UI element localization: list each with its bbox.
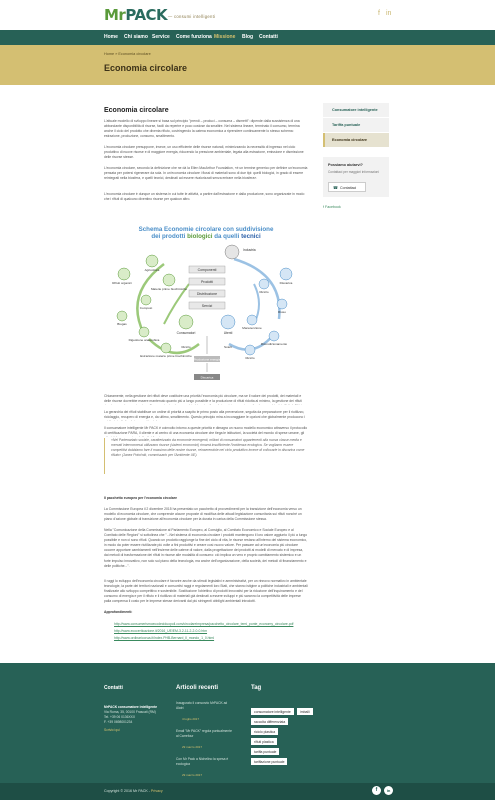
- article-subheading: Il pacchetto europeo per l'economia circolare: [104, 496, 177, 500]
- phone-icon: ☎: [333, 185, 338, 190]
- digestion-icon: [139, 327, 149, 337]
- reuse-icon: [277, 299, 287, 309]
- page-title-band: [0, 45, 495, 85]
- sidebar-item-economia[interactable]: Economia circolare: [323, 133, 389, 147]
- page-title: Economia circolare: [104, 63, 188, 73]
- article-paragraph: La Commissione Europea il 2 dicembre 2015 ha presentato un pacchetto di provvedimenti per la transizione dell'economia verso un modello di economia circolare, che comprende alcune proposte di modifica delle attuali legislazione comunitaria sui rifiuti nonché un piano d'azione globale di transizione all'economia circolare per la durata in carica della Commissione stessa.: [104, 507, 302, 522]
- label-prodotti: Prodotti: [200, 280, 214, 284]
- label-servizi: Servizi: [201, 304, 213, 308]
- label-rifiuti-organici: Rifiuti organici: [112, 281, 132, 285]
- linkedin-icon[interactable]: in: [386, 10, 392, 17]
- nav-item-home[interactable]: Home: [104, 34, 118, 40]
- tag-link[interactable]: tariffa puntuale: [251, 748, 279, 755]
- label-discarica-top: Discarica: [279, 281, 293, 285]
- maintenance-icon: [247, 315, 257, 325]
- tag-link[interactable]: raccolta differenziata: [251, 718, 288, 725]
- footer-address: Via Roma, 35, 00100 Frascati (RM): [104, 710, 156, 714]
- diagram-title-line2: dei prodotti biologici da quelli tecnici: [151, 233, 261, 240]
- refurbish-icon: [269, 331, 279, 341]
- contact-button[interactable]: [328, 182, 366, 192]
- organic-waste-icon: [118, 268, 130, 280]
- recent-article[interactable]: Email "Mr PACK" regola puntualmente al Carrefour: [176, 729, 232, 738]
- compost-icon: [141, 295, 151, 305]
- label-digestione: Digestione anaerobica: [128, 338, 160, 342]
- footer-contacts-title: Contatti: [104, 685, 123, 691]
- tag-link[interactable]: tariffazione puntuale: [251, 758, 287, 765]
- reference-link[interactable]: http://www.ordinarioorua.it/index.PHB-Bernard_Il_mondo_1_0.html: [114, 636, 215, 640]
- breadcrumb-home[interactable]: Home: [104, 52, 115, 56]
- consumers-icon: [179, 315, 193, 329]
- nav-item-chi-siamo[interactable]: Chi siamo: [124, 34, 148, 40]
- reference-link[interactable]: http://www.ecocerticazione.it/2016_UE/EM-3.2-11-2-2-0-0.htm: [114, 629, 208, 633]
- label-industria: Industria: [243, 248, 256, 252]
- nav-item-service[interactable]: Service: [152, 34, 170, 40]
- links-heading: Approfondimenti:: [104, 610, 133, 614]
- footer-company: MrPACK consumatore intelligente: [104, 705, 158, 709]
- label-recupero-energia: Produzione energia: [193, 357, 221, 362]
- label-materie-prime: Materie prime biochimiche: [150, 287, 188, 291]
- site-header: [0, 0, 495, 30]
- logo-prefix: Mr: [104, 6, 126, 24]
- article-paragraph: L'economia circolare è dunque un sistema in cui tutte le attività, a partire dall'estrazione e dalla produzione, sono organizzate in modo che i rifiuti di qualcuno diventino risorse per qualcun altro.: [104, 192, 305, 202]
- agriculture-icon: [146, 255, 158, 267]
- recycle-icon: [259, 279, 269, 289]
- contact-button-label: Contattaci: [340, 185, 357, 190]
- recent-article-date: 29 marzo 2017: [182, 773, 203, 777]
- logo-main: PACK: [125, 6, 168, 24]
- article-paragraph: L'economia circolare, secondo la definizione che ne dà la Ellen MacArthur Foundation, «è un termine generico per definire un'economia pensata per potersi rigenerare da sola. In un'economia circolare i flussi di materiali sono di due tipi: quelli biologici, in grado di essere reintegrati nella biosfera, e quelli tecnici, destinati ad essere rivalorizzati senza entrare nella biosfera».: [104, 166, 308, 181]
- facebook-label: Facebook: [325, 205, 341, 209]
- sidebar-item-consumatore[interactable]: Consumatore intelligente: [323, 103, 389, 117]
- industry-icon: [225, 245, 239, 259]
- footer-fax: F. +39 0698001234: [104, 720, 133, 724]
- label-componenti: Componenti: [197, 268, 217, 272]
- breadcrumb-current: Economia circolare: [118, 52, 151, 56]
- article-paragraph: Il consumatore intelligente Mr PACK è coinvolto intorno a queste priorità e dimagra un nuovo modello economico attraverso il protocollo di certificazione PARA, il cliente e al centro di una economia circolare che tiega le istituzioni, la società del mondo di spese umane, gli: [104, 426, 308, 436]
- footer-contacts: [104, 705, 164, 733]
- sidebar-item-tariffa[interactable]: Tariffa puntuale: [323, 118, 389, 132]
- nav-item-come-funziona[interactable]: Come funziona: [176, 34, 212, 40]
- recent-article-date: 4 luglio 2017: [182, 717, 200, 721]
- sidebar: [323, 103, 389, 209]
- privacy-link[interactable]: Privacy: [150, 789, 163, 793]
- help-box: [323, 157, 389, 197]
- logo[interactable]: [104, 8, 167, 23]
- label-agricoltura: Agricoltura: [144, 268, 160, 272]
- article-paragraph: Nella "Comunicazione della Commissione al Parlamento Europeo, al Consiglio, al Comitato Economico e Sociale Europeo e al Comitato delle Regioni" si sottolinea che "...Nel sistema di economia circolare i prodotti mantengono il loro valore aggiunto il più a lungo possibile e non ci sono rifiuti. Quando un prodotto raggiunge la fine del ciclo di vita, le risorse restano all'interno del sistema economico, in modo da poter essere riutilizzate più volte a fini produttivi e creare così nuovo valore. Per passare ad un'economia più circolare occorre apportare cambiamenti nell'insieme delle catene di valore, dalla progettazione dei prodotti ai modelli di mercato e di impresa, dai metodi di trasformazione dei rifiuti in risorse alle modalità di consumo: ciò implica un vero e proprio cambiamento sistemico e un forte impulso innovativo, non solo sul piano della tecnologia, ma anche dell'organizzazione, della società, dei metodi di finanziamento e delle politiche...".: [104, 528, 308, 568]
- article-middle: [104, 394, 308, 442]
- recent-article-date: 29 marzo 2017: [182, 745, 203, 749]
- label-riciclo-3: Riciclo: [181, 345, 191, 349]
- diagram-title-line1: Schema Economie circolare con suddivisione: [138, 226, 274, 233]
- biochemical-icon: [163, 274, 175, 286]
- landfill-icon: [280, 268, 292, 280]
- tag-link[interactable]: consumatore intelligente: [251, 708, 294, 715]
- label-biogas: Biogas: [117, 322, 127, 326]
- footer-recent-title: Articoli recenti: [176, 685, 219, 691]
- facebook-icon[interactable]: f: [378, 10, 380, 17]
- footer-contact-link[interactable]: Scrivici qui: [104, 728, 120, 732]
- article-paragraph: La gerarchia dei rifiuti stabilisce un ordine di priorità a scapito le primo posto alla prevenzione, seguita da preparazione per il riutilizzo, riciclaggio, recupero di energia e, da ultimo, smaltimento. Questo principio mira a incoraggiare le opzioni che globalmente producono i: [104, 410, 305, 420]
- reference-link[interactable]: http://www.consumerismoecodeciduopoli.com/circolareimpresa/pacchetto_circolare_temi_ponte_economy_circolare.pdf: [114, 622, 294, 626]
- footer-linkedin-icon[interactable]: in: [384, 786, 393, 795]
- breadcrumb: [104, 52, 151, 56]
- recycle-icon: [245, 345, 255, 355]
- article-paragraph: L'economia circolare presuppone, invece, un uso efficiente delle risorse naturali, minimizzando la necessità di ingresso nel ciclo produttivo di nuove risorse e di maggiore energia, riducendo la pressione ambientale, legata alla estrazione, emissione e dismissione delle risorse stesse.: [104, 145, 304, 160]
- label-ricondizionamento: Ricondizionamento: [260, 342, 288, 346]
- label-distribuzione: Distribuzione: [196, 292, 218, 296]
- tag-link[interactable]: imballi: [297, 708, 313, 715]
- tag-link[interactable]: rifiuti plastica: [251, 738, 277, 745]
- footer-tags-title: Tag: [251, 685, 262, 691]
- label-manutenzione: Manutenzione: [242, 326, 262, 330]
- facebook-link[interactable]: [323, 205, 389, 209]
- label-riciclo: Riciclo: [259, 290, 269, 294]
- nav-item-missione[interactable]: Missione: [214, 34, 236, 40]
- label-riciclo-2: Riciclo: [245, 356, 255, 360]
- logo-tagline: — consumi intelligenti: [168, 14, 216, 19]
- label-compost: Compost: [139, 306, 153, 310]
- site-footer: [0, 663, 495, 783]
- breadcrumb-separator: »: [115, 52, 118, 56]
- biogas-icon: [117, 311, 127, 321]
- recent-article[interactable]: Con Mr Pack a Nichelino la spesa è ecologica: [176, 757, 229, 766]
- copyright-text: Copyright © 2016 Mr PACK -: [104, 789, 151, 793]
- extraction-icon: [161, 343, 171, 353]
- footer-tel: Tel. +39 06 0136XXX: [104, 715, 136, 719]
- users-icon: [221, 315, 235, 329]
- help-title: Possiamo aiutarvi?: [328, 163, 363, 167]
- nav-item-blog[interactable]: Blog: [242, 34, 254, 40]
- recent-article[interactable]: Inaugurato il consorzio MrPACK ad Alatri: [176, 701, 228, 710]
- circular-economy-diagram: [104, 224, 308, 384]
- nav-item-contatti[interactable]: Contatti: [259, 34, 278, 40]
- article-bottom: [104, 496, 308, 642]
- label-estrazione: Estrazione materie prime biochimiche: [140, 354, 192, 358]
- label-discarica: Discarica: [200, 375, 214, 380]
- copyright-bar: [0, 783, 495, 800]
- copyright: [104, 789, 163, 793]
- quote-block: «Nel Partenariato sociale, caratterizzato da economie emergenti, milioni di consumatori appartenenti alla nuova classe media e mercati interconnessi utilizzano risorse (sistemi economici) rimarrà insufficiente l'incidenza ecologica. Se vogliamo essere competitivi dobbiamo fare il massimo delle nostre risorse, reinserendole nel ciclo produttivo invece di collocarle in discarica come rifiuto» (Janez Potočnik, commissario per l'Ambiente UE).: [104, 438, 308, 474]
- label-scarti: Scarti: [224, 345, 232, 349]
- article-paragraph: Il ruggi lo sviluppo dell'economia circolare è favorire anche da stimoli legislativi e amministrativi, per un rinnovo normativo in ambientale tecnologie, la parte dei territori nazionali e consuntivi raggi e regolamenti loro Stati, che stanno istigine a politiche industriali e ambientali finalizzate allo sviluppo competitivo e sostenibile. Sostituzione l'obiettivo di prodotti innovativi per la riduzione dell'inquinamento e del consumo di energia e per il rifiuto e il riutilizzo di materiali già destinati a essere sviluppi e più saranno la competitività delle imprese palla compensa il costo per le imprese stesse derivanti dal più stringenti obblighi ambientali introdotti.: [104, 579, 308, 604]
- article: [104, 106, 308, 208]
- facebook-icon: f: [323, 205, 325, 209]
- label-consumatori: Consumatori: [176, 331, 196, 335]
- links-list: [104, 621, 308, 642]
- tag-link[interactable]: riciclo plastica: [251, 728, 278, 735]
- article-heading: Economia circolare: [104, 107, 169, 114]
- main-nav: [0, 30, 495, 45]
- article-paragraph: Chiaramente, nella gestione dei rifiuti deve costituire una priorità l'economia più circolare, ma se il valore dei prodotti, dei materiali e delle risorse dovrebbe essere mantenuto quanto più a lungo possibile e la produzione di rifiuti ridotta al minimo, la gestione dei rifiuti: [104, 394, 302, 404]
- label-utenti: Utenti: [223, 331, 233, 335]
- footer-facebook-icon[interactable]: f: [372, 786, 381, 795]
- article-paragraph: L'attuale modello di sviluppo lineare si basa sul principio "prendi – produci – consuma – dismetti": dipende dalla sussistenza di una abbondante disponibilità di risorse, facili da reperire e poco costose da smaltire. Nel sistema lineare, terminato il consumo, termina anche il ciclo del prodotto che diventa rifiuto, costringendo la catena economica a riprendere continuamente lo stesso schema: estrazione, produzione, consumo, smaltimento.: [104, 119, 300, 139]
- label-riuso: Riuso: [278, 310, 286, 314]
- help-text: Contattaci per maggiori informazioni: [328, 170, 380, 174]
